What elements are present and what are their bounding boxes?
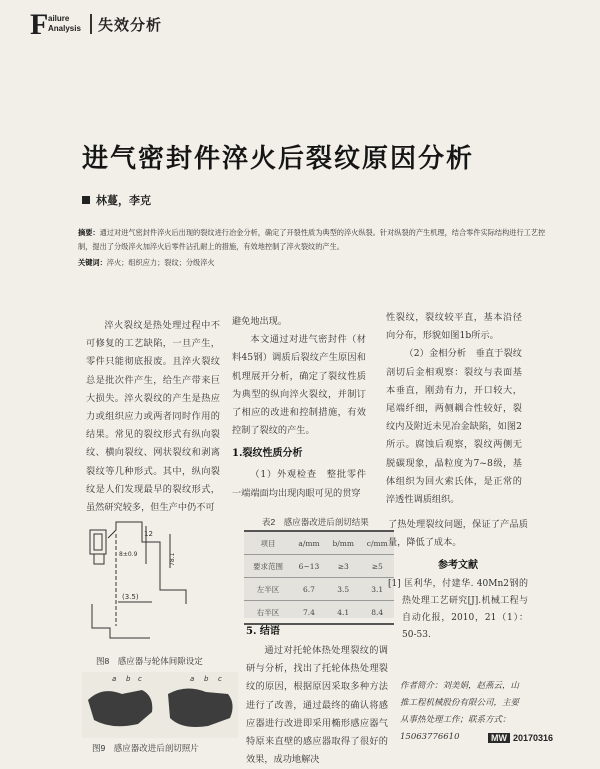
table-cell: 4.1 xyxy=(326,601,361,625)
table-cell: 3.1 xyxy=(360,578,394,601)
header-divider xyxy=(90,14,92,34)
table-cell: 要求范围 xyxy=(244,555,292,578)
author-bullet-icon xyxy=(82,196,90,204)
conclusion-section xyxy=(246,622,388,769)
journal-footer xyxy=(488,733,553,743)
photo-label-c-left: c xyxy=(138,675,142,683)
photo-label-b-left: b xyxy=(126,675,131,683)
photo-label-a-left: a xyxy=(112,675,117,683)
author-list: 林蔓，李克 xyxy=(96,194,151,207)
table-cell: ≥3 xyxy=(326,555,361,578)
logo-sub-line-2: Analysis xyxy=(48,24,81,33)
table-cell: 左半区 xyxy=(244,578,292,601)
article-title: 进气密封件淬火后裂纹原因分析 xyxy=(82,144,475,174)
abstract-label: 摘要： xyxy=(78,228,100,237)
photo-label-c-right: c xyxy=(218,675,222,683)
author-bio: 作者简介：刘美娟，赵燕云，山推工程机械股份有限公司，主要从事热处理工作；联系方式：15063776610 xyxy=(400,681,520,742)
col3-continuation: 了热处理裂纹问题，保证了产品质量，降低了成本。 xyxy=(388,519,528,549)
table-cell: 3.5 xyxy=(326,578,361,601)
col2-paragraph-1: 避免地出现。 xyxy=(232,316,288,327)
keywords xyxy=(78,256,548,270)
photo-label-a-right: a xyxy=(190,675,195,683)
dimension-label-12: 12 xyxy=(144,530,153,538)
table-header-row xyxy=(244,531,394,555)
table-2-caption: 表2 感应器改进后剖切结果 xyxy=(262,517,369,527)
body-column-2 xyxy=(232,313,366,503)
lower-profile-line xyxy=(92,604,150,638)
keywords-text: 淬火；组织应力；裂纹；分级淬火 xyxy=(106,258,215,267)
body-column-3 xyxy=(386,309,522,509)
reference-item: [1] 匡利华，付建华. 40Mn2钢的热处理工艺研究[J].机械工程与自动化报，2010，21（1）：50-53. xyxy=(388,579,528,641)
table-cell: 6.7 xyxy=(292,578,326,601)
figure-8-caption: 图8 感应器与轮体间隙设定 xyxy=(96,656,203,666)
table-cell: 6~13 xyxy=(292,555,326,578)
figure-9-photo xyxy=(82,672,238,738)
table-row xyxy=(244,601,394,625)
col3-paragraph-2: （2）金相分析 垂直于裂纹剖切后金相观察：裂纹与表面基本垂直，刚劲有力，开口较大，尾端纤细，两侧耦合性较好，裂纹内及附近未见冶金缺陷，如图2所示。腐蚀后观察，裂纹两侧无脱碳现象，晶粒度为7~8级，基体组织为回火索氏体，是正常的淬透性调质组织。 xyxy=(386,348,522,506)
references-heading: 参考文献 xyxy=(438,560,478,572)
figure-9-caption: 图9 感应器改进后剖切照片 xyxy=(92,743,199,753)
col2-paragraph-3: （1）外观检查 整批零件一端端面均出现肉眼可见的贯穿 xyxy=(232,469,366,499)
inductor-inner-shape xyxy=(94,534,102,550)
section-heading-5: 5. 结语 xyxy=(246,626,280,637)
dimension-label-78: 78.1 xyxy=(169,552,176,566)
table-cell: 8.4 xyxy=(360,601,394,625)
figure-8-drawing xyxy=(82,508,238,650)
dimension-label-8: 8±0.9 xyxy=(119,551,138,558)
table-header-cell: 项目 xyxy=(244,531,292,555)
abstract-text: 通过对进气密封件淬火后出现的裂纹进行冶金分析，确定了开裂性质为典型的淬火纵裂。针对纵裂的产生机理，结合零件实际结构进行工艺控制，提出了分级淬火加淬火后零件沾孔耐上的措施，有效地控制了淬火裂纹的产生。 xyxy=(78,228,546,251)
journal-tag: MW xyxy=(488,733,510,743)
section-name: 失效分析 xyxy=(98,16,163,34)
logo-sub-line-1: ailure xyxy=(48,14,70,23)
table-cell: 7.4 xyxy=(292,601,326,625)
table-header-cell: c/mm xyxy=(360,531,394,555)
table-header-cell: a/mm xyxy=(292,531,326,555)
issue-number: 20170316 xyxy=(513,733,554,743)
journal-logo-letter: F xyxy=(30,8,49,41)
table-header-cell: b/mm xyxy=(326,531,361,555)
photo-label-b-right: b xyxy=(204,675,209,683)
table-row xyxy=(244,555,394,578)
table-row xyxy=(244,578,394,601)
table-2 xyxy=(244,530,394,625)
col3-paragraph-1: 性裂纹，裂纹较平直，基本沿径向分布，形貌如图1b所示。 xyxy=(386,312,522,342)
dimension-label-3-5: (3.5) xyxy=(122,593,139,601)
abstract xyxy=(78,226,548,254)
body-column-1: 淬火裂纹是热处理过程中不可修复的工艺缺陷，一旦产生，零件只能彻底报废。且淬火裂纹总是批次件产生，给生产带来巨大损失。淬火裂纹的产生是热应力或组织应力或两者同时作用的结果。常见的裂纹形式有纵向裂纹、横向裂纹、网状裂纹和剥离裂纹等几种形式。其中，纵向裂纹是人们发现最早的裂纹形式，虽然研究较多，但生产中仍不可 xyxy=(86,320,220,514)
section-heading-1: 1.裂纹性质分析 xyxy=(232,448,303,460)
col2-paragraph-2: 本文通过对进气密封件（材料45钢）调质后裂纹产生原因和机理展开分析，确定了裂纹性质为典型的纵向淬火裂纹，并制订了相应的改进和控制措施，有效控制了裂纹的产生。 xyxy=(232,334,366,437)
conclusion-text: 通过对托轮体热处理裂纹的调研与分析，找出了托轮体热处理裂纹的原因，根据原因采取多种方法进行了改善，通过最终的确认将感应器进行改进即采用椭形感应器气特原来直壁的感应器取得了很好的效果，成功地解决 xyxy=(246,645,388,766)
inductor-coil-shape xyxy=(94,554,104,564)
table-cell: ≥5 xyxy=(360,555,394,578)
journal-logo-subtitle xyxy=(48,14,88,34)
keywords-label: 关键词： xyxy=(78,258,107,267)
body-column-3-bottom xyxy=(388,516,528,644)
table-cell: 右半区 xyxy=(244,601,292,625)
